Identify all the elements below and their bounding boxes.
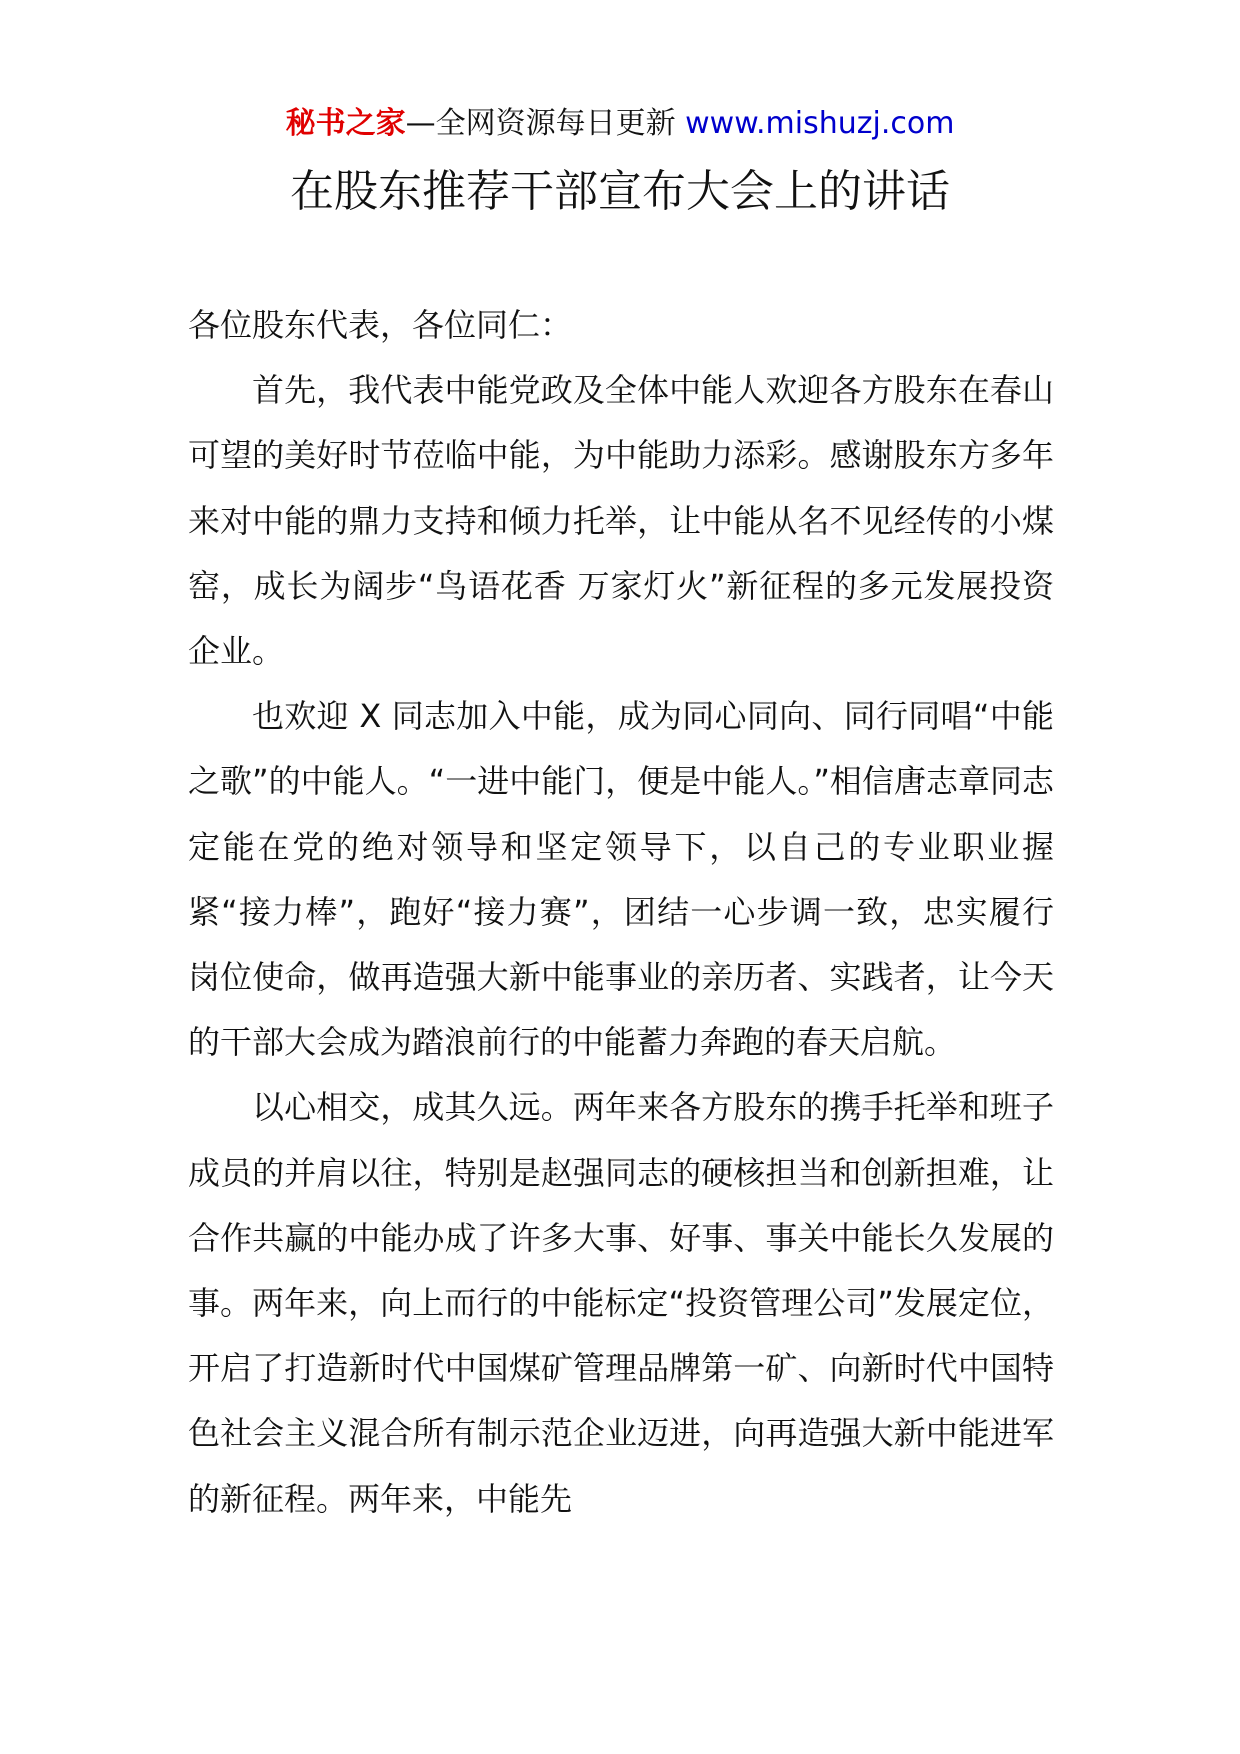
document-body [188, 293, 1054, 1532]
brand-name: 秘书之家 [285, 106, 406, 141]
paragraph-1: 首先，我代表中能党政及全体中能人欢迎各方股东在春山可望的美好时节莅临中能，为中能助力添彩。感谢股东方多年来对中能的鼎力支持和倾力托举，让中能从名不见经传的小煤窑，成长为阔步“鸟语花香 万家灯火”新征程的多元发展投资企业。 [188, 371, 1054, 671]
site-header [0, 102, 1240, 146]
salutation: 各位股东代表，各位同仁： [188, 306, 573, 344]
header-tagline: —全网资源每日更新 [405, 106, 686, 141]
document-title: 在股东推荐干部宣布大会上的讲话 [290, 166, 950, 217]
paragraph-2: 也欢迎 X 同志加入中能，成为同心同向、同行同唱“中能之歌”的中能人。“一进中能门，便是中能人。”相信唐志章同志定能在党的绝对领导和坚定领导下，以自己的专业职业握紧“接力棒”，跑好“接力赛”，团结一心步调一致，忠实履行岗位使命，做再造强大新中能事业的亲历者、实践者，让今天的干部大会成为踏浪前行的中能蓄力奔跑的春天启航。 [188, 697, 1054, 1062]
site-url-link[interactable]: www.mishuzj.com [685, 106, 955, 141]
paragraph-3: 以心相交，成其久远。两年来各方股东的携手托举和班子成员的并肩以往，特别是赵强同志的硬核担当和创新担难，让合作共赢的中能办成了许多大事、好事、事关中能长久发展的事。两年来，向上而行的中能标定“投资管理公司”发展定位，开启了打造新时代中国煤矿管理品牌第一矿、向新时代中国特色社会主义混合所有制示范企业迈进，向再造强大新中能进军的新征程。两年来，中能先 [188, 1088, 1054, 1518]
